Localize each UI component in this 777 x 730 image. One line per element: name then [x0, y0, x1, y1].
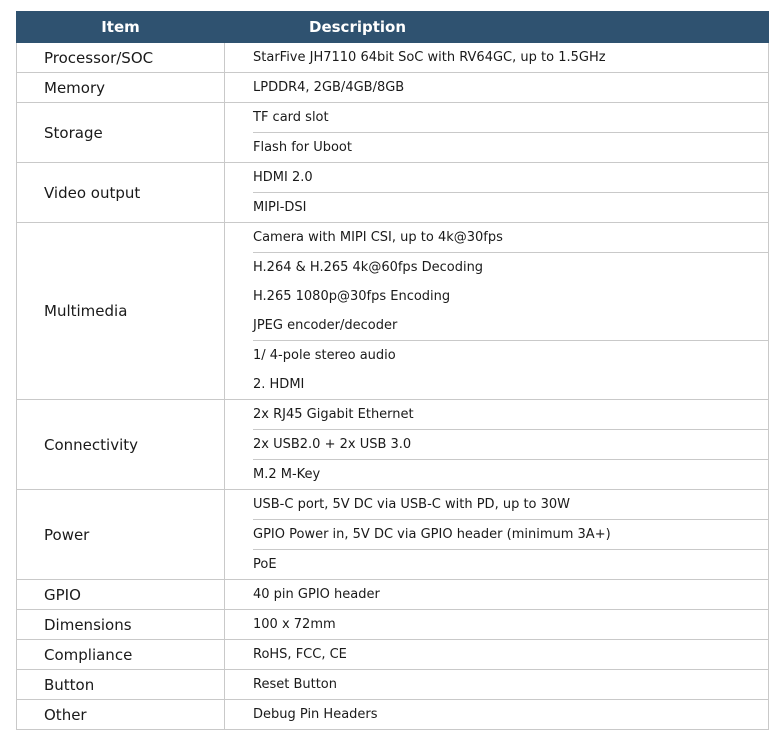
description-group — [253, 700, 768, 729]
table-row — [17, 73, 769, 103]
description-group — [253, 459, 768, 489]
description-line: JPEG encoder/decoder — [253, 318, 398, 333]
description-group — [253, 132, 768, 162]
description-line: RoHS, FCC, CE — [253, 647, 347, 662]
item-label: Video output — [17, 163, 225, 223]
description-line: Flash for Uboot — [253, 140, 352, 155]
item-column-header: Item — [17, 12, 225, 43]
description-group — [253, 490, 768, 519]
table-row — [17, 670, 769, 700]
description-line: 2. HDMI — [253, 377, 305, 392]
item-label: Button — [17, 670, 225, 700]
item-label: Memory — [17, 73, 225, 103]
table-row — [17, 610, 769, 640]
description-cell — [225, 640, 769, 670]
description-group — [253, 223, 768, 252]
item-label: GPIO — [17, 580, 225, 610]
description-column-header: Description — [225, 12, 769, 43]
description-group — [253, 400, 768, 429]
description-group — [253, 163, 768, 192]
table-row — [17, 103, 769, 163]
description-line: LPDDR4, 2GB/4GB/8GB — [253, 80, 405, 95]
table-row — [17, 163, 769, 223]
spec-table-body — [17, 43, 769, 730]
description-line: Camera with MIPI CSI, up to 4k@30fps — [253, 230, 503, 245]
description-cell — [225, 700, 769, 730]
description-line: Debug Pin Headers — [253, 707, 378, 722]
description-cell — [225, 400, 769, 490]
description-group — [253, 519, 768, 549]
description-cell — [225, 490, 769, 580]
item-label: Connectivity — [17, 400, 225, 490]
spec-table — [16, 11, 769, 730]
description-group — [253, 103, 768, 132]
description-group — [253, 549, 768, 579]
item-label: Compliance — [17, 640, 225, 670]
description-group — [253, 43, 768, 72]
description-group — [253, 429, 768, 459]
description-line: PoE — [253, 557, 277, 572]
description-line: H.264 & H.265 4k@60fps Decoding — [253, 260, 484, 275]
description-line: USB-C port, 5V DC via USB-C with PD, up to 30W — [253, 497, 571, 512]
description-cell — [225, 223, 769, 400]
description-line: M.2 M-Key — [253, 467, 321, 482]
description-group — [253, 580, 768, 609]
description-cell — [225, 73, 769, 103]
item-label: Dimensions — [17, 610, 225, 640]
description-line: H.265 1080p@30fps Encoding — [253, 289, 451, 304]
description-line: Reset Button — [253, 677, 337, 692]
header-row — [17, 12, 769, 43]
item-label: Multimedia — [17, 223, 225, 400]
description-line: 100 x 72mm — [253, 617, 336, 632]
description-group — [253, 610, 768, 639]
description-group — [253, 252, 768, 340]
description-line: GPIO Power in, 5V DC via GPIO header (minimum 3A+) — [253, 527, 611, 542]
description-line: MIPI-DSI — [253, 200, 307, 215]
description-cell — [225, 163, 769, 223]
table-row — [17, 580, 769, 610]
description-cell — [225, 103, 769, 163]
description-group — [253, 340, 768, 399]
table-row — [17, 400, 769, 490]
description-group — [253, 192, 768, 222]
description-group — [253, 73, 768, 102]
table-row — [17, 223, 769, 400]
table-row — [17, 640, 769, 670]
spec-table-header — [17, 12, 769, 43]
description-line: 2x USB2.0 + 2x USB 3.0 — [253, 437, 412, 452]
item-label: Power — [17, 490, 225, 580]
description-cell — [225, 43, 769, 73]
description-group — [253, 640, 768, 669]
item-label: Processor/SOC — [17, 43, 225, 73]
description-line: 40 pin GPIO header — [253, 587, 380, 602]
description-line: 1/ 4-pole stereo audio — [253, 348, 396, 363]
description-line: 2x RJ45 Gigabit Ethernet — [253, 407, 414, 422]
item-label: Other — [17, 700, 225, 730]
table-row — [17, 700, 769, 730]
item-label: Storage — [17, 103, 225, 163]
description-line: HDMI 2.0 — [253, 170, 313, 185]
description-cell — [225, 580, 769, 610]
description-group — [253, 670, 768, 699]
table-row — [17, 490, 769, 580]
description-cell — [225, 670, 769, 700]
description-line: StarFive JH7110 64bit SoC with RV64GC, up to 1.5GHz — [253, 50, 606, 65]
table-row — [17, 43, 769, 73]
description-line: TF card slot — [253, 110, 329, 125]
description-cell — [225, 610, 769, 640]
